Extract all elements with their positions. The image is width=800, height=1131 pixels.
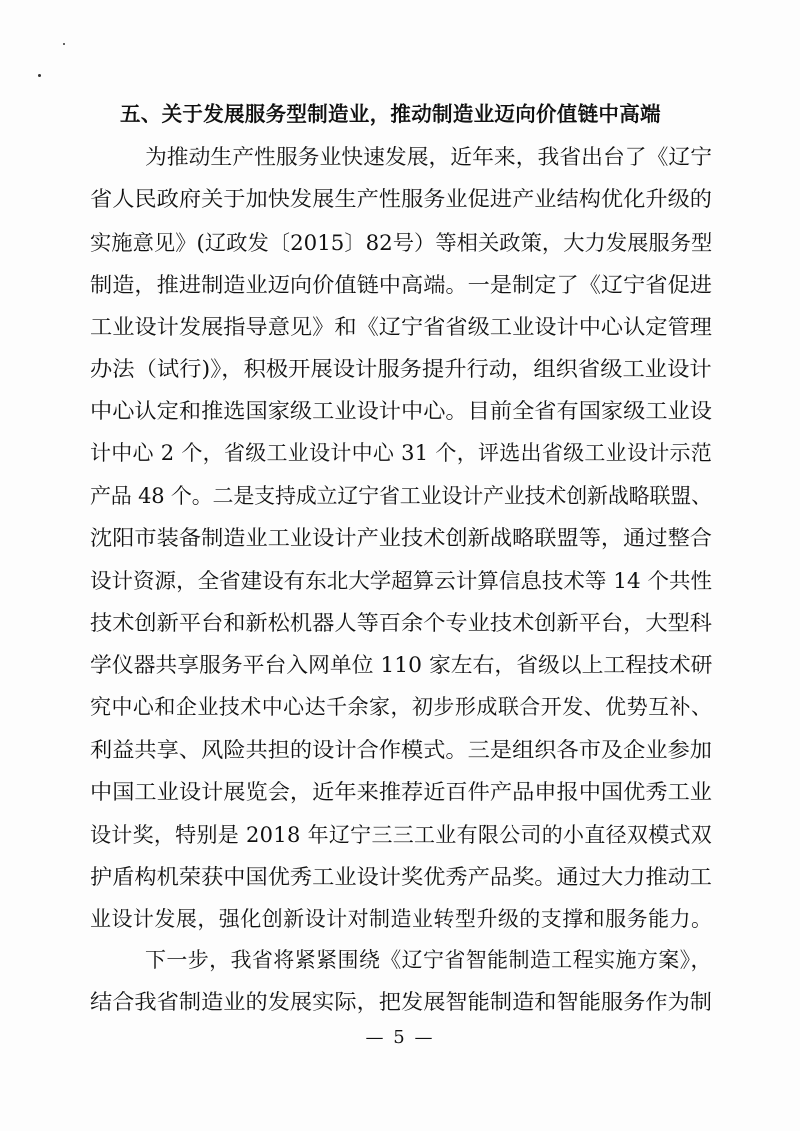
- paragraph-line-text: 结合我省制造业的发展实际，把发展智能制造和智能服务作为制: [90, 990, 712, 1014]
- scan-speck: [38, 74, 41, 77]
- paragraph-line-text: 技术创新平台和新松机器人等百余个专业技术创新平台，大型科: [90, 611, 712, 635]
- paragraph-line-text: 中国工业设计展览会，近年来推荐近百件产品申报中国优秀工业: [90, 780, 712, 804]
- paragraph-line-text: 中心认定和推选国家级工业设计中心。目前全省有国家级工业设: [90, 399, 712, 423]
- paragraph-line-text: 产品 48 个。二是支持成立辽宁省工业设计产业技术创新战略联盟、: [90, 484, 712, 508]
- paragraph-line-text: 究中心和企业技术中心达千余家，初步形成联合开发、优势互补、: [90, 695, 713, 719]
- paragraph-line-text: 工业设计发展指导意见》和《辽宁省省级工业设计中心认定管理: [90, 315, 712, 339]
- paragraph-line-text: 办法（试行)》，积极开展设计服务提升行动，组织省级工业设计: [90, 357, 712, 381]
- paragraph-line-text: 设计资源，全省建设有东北大学超算云计算信息技术等 14 个共性: [90, 569, 713, 593]
- paragraph-line-text: 业设计发展，强化创新设计对制造业转型升级的支撑和服务能力。: [90, 907, 713, 931]
- page-number: — 5 —: [365, 1027, 435, 1048]
- paragraph-line-text: 计中心 2 个，省级工业设计中心 31 个，评选出省级工业设计示范: [90, 441, 713, 465]
- paragraph-line-text: 为推动生产性服务业快速发展，近年来，我省出台了《辽宁: [145, 145, 712, 169]
- paragraph-line-text: 学仪器共享服务平台入网单位 110 家左右，省级以上工程技术研: [90, 653, 713, 677]
- paragraph-line-text: 沈阳市装备制造业工业设计产业技术创新战略联盟等，通过整合: [90, 526, 712, 550]
- paragraph-line-text: 省人民政府关于加快发展生产性服务业促进产业结构优化升级的: [90, 187, 712, 211]
- section-heading: 五、关于发展服务型制造业，推动制造业迈向价值链中高端: [120, 102, 661, 126]
- paragraph-line-text: 设计奖，特别是 2018 年辽宁三三工业有限公司的小直径双模式双: [90, 823, 713, 847]
- paragraph-line-text: 利益共享、风险共担的设计合作模式。三是组织各市及企业参加: [90, 738, 712, 762]
- paragraph-line-text: 实施意见》(辽政发〔2015〕82号）等相关政策，大力发展服务型: [90, 231, 713, 255]
- paragraph-line-text: 护盾构机荣获中国优秀工业设计奖优秀产品奖。通过大力推动工: [90, 865, 712, 889]
- paragraph-line-text: 下一步，我省将紧紧围绕《辽宁省智能制造工程实施方案》，: [145, 948, 712, 972]
- scan-speck: [63, 43, 65, 45]
- paragraph-line-text: 制造，推进制造业迈向价值链中高端。一是制定了《辽宁省促进: [90, 273, 712, 297]
